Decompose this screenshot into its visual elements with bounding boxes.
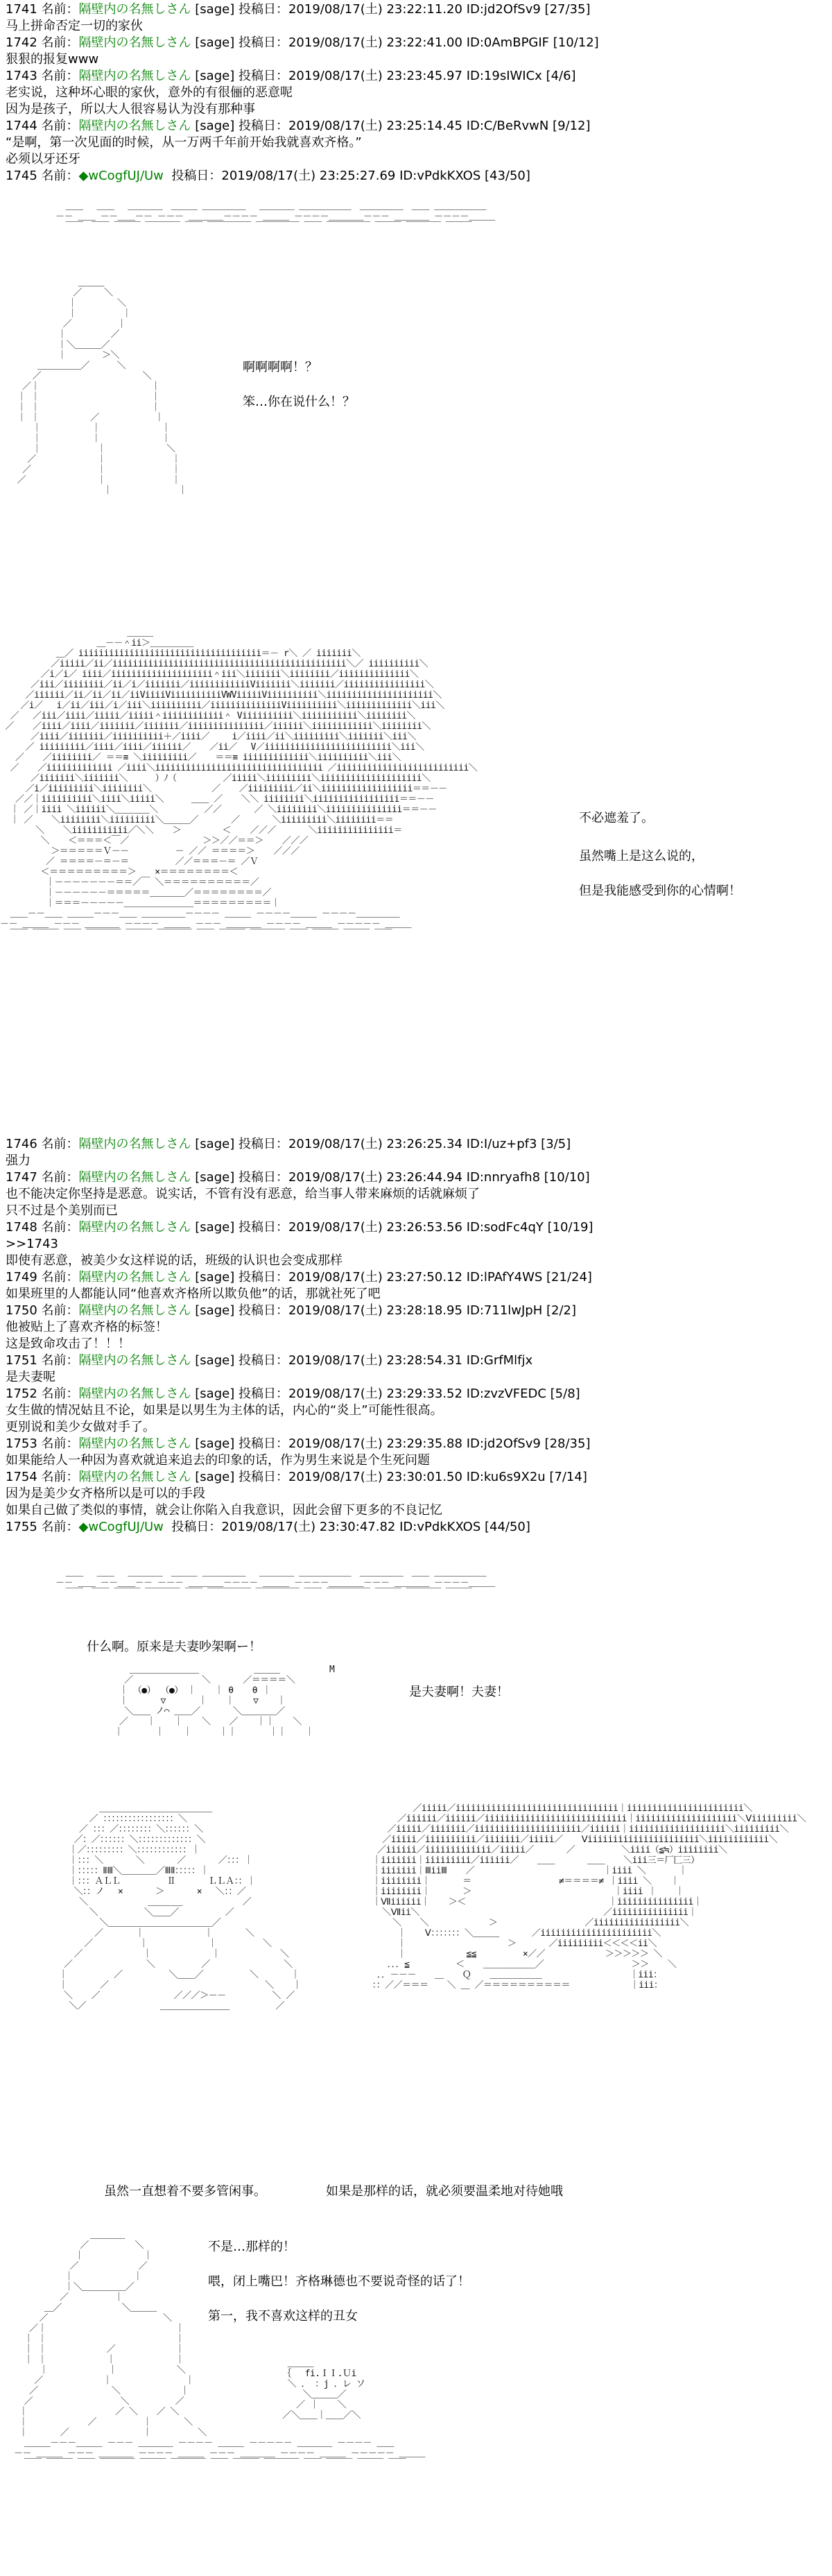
poster-name: ◆wCogfUJ/Uw xyxy=(78,169,164,183)
poster-id: ID:vPdkKXOS [43/50] xyxy=(399,169,530,183)
post-number: 1743 xyxy=(6,69,37,83)
poster-name: 隔壁内の名無しさん xyxy=(78,1137,191,1151)
post-number: 1741 xyxy=(6,2,37,17)
aa-gossip-right: ／iiiii／iiiiiiiiiiiiiiiiiiiiiiiiiiiiiiii｜iiiiiiiiiiiiiiiiiiiiiii＼ ／iiiiii／iiiiii／iiiiiiiiiiiiiiiiiiiiiiiiiiii｜iiiiiiiiiiiiiiiiiiii＼Ⅴiiiiiiiii＼ ／iiiii／iiiiiii／iiiiiiiiiiiiiiiiiiiii／iiiiii｜iiiiiiiiiiiiiiiiiii＼iiiiiiiii＼ ／iiiii／iiiiiiiiii／iiiiiii／iiiii／ Ⅴiiiiiiiiiiiiiiiiiiiiii＼iiiiiiiiiiii＼ ／iiiiii／iiiiiiiiiiiii／iiiii／ ／ ＼iiii（≦≒）iiiiiiii＼ ｜iiiiiii｜iiiiiiiii／iiiiii／ ＿＿ ＿＿ ＼iii三＝厂匚三） ｜iiiiiii｜ⅢiiⅢ ／ ｜iiii ＼ ｜ ｜iiiiiiii｜ ＝ ≠＝＝＝＝≠ ｜iiii ＼ ｜ ｜iiiiiiii｜ ＞ ｜iiii ｜ ｜ ｜Ⅶiiiiii｜ ＞＜ ｜iiiiiiiiiiiiiii｜ ＼Ⅶii＼ ／iiiiiiiiiiiiiii｜ ＼ ＼ ＞ ／iiiiiiiiiiiiiiiii＼ ｜ Ⅴ：：：：：：：＼＿＿＿ ／iiiiiiiiiiiiiiiiiiiiii＼ ｜ ＞ ／iiiiiiiii＜＜＜＜ii＼ ｜ ≦≦ ×／／ ＞＞＞＞＞ ＼ ．．．≦ ＜ ＿＿＿＿＿＿／ ＞＞ ＼ ．．－－－ ＿ Ｑ ＿＿＿＿＿＿ ｜iii： ：：／／＝＝＝ ＼ ＿ ／＝＝＝＝＝＝＝＝＝＝ ｜iii： xyxy=(372,1803,806,1991)
poster-id: ID:nnryafh8 [10/10] xyxy=(466,1170,590,1185)
date-label: 投稿日： xyxy=(238,1270,288,1285)
post-number: 1748 xyxy=(6,1220,37,1235)
poster-mail: [sage] xyxy=(195,1137,235,1151)
name-label: 名前： xyxy=(41,1436,79,1451)
post-header xyxy=(6,119,594,133)
post-number: 1746 xyxy=(6,1137,37,1151)
date-label: 投稿日： xyxy=(238,2,288,17)
post-header xyxy=(6,1470,591,1484)
date-label: 投稿日： xyxy=(238,1436,288,1451)
post-body-line: 这是致命攻击了！！！ xyxy=(6,1337,130,1351)
poster-name: 隔壁内の名無しさん xyxy=(78,2,191,17)
post-number: 1753 xyxy=(6,1436,37,1451)
post-date: 2019/08/17(土) 23:30:01.50 xyxy=(288,1470,462,1484)
name-label: 名前： xyxy=(41,1520,79,1534)
post-body-line: 狠狠的报复www xyxy=(6,52,99,67)
post-number: 1744 xyxy=(6,119,37,133)
poster-id: ID:sodFc4qY [10/19] xyxy=(466,1220,593,1235)
scene5-line2: 喂，闭上嘴巴！齐格琳德也不要说奇怪的话了！ xyxy=(208,2274,470,2289)
post-body-line: 如果能给人一种因为喜欢就追来追去的印象的话，作为男生来说是个生死问题 xyxy=(6,1453,430,1468)
post-number: 1755 xyxy=(6,1520,37,1534)
aa-figure-standing: ＿＿＿ ／ ＼ ｜ ＼ ｜ ｜ ／ ｜ ｜ ／ ｜＼＿＿＿／ ｜ ＞＼ ＿＿＿＿＿／ ＼ ／ ＼ ／｜ ｜ ｜ ｜ ｜ ｜ ｜ ｜ ｜ ｜ ／ ｜ ｜ ｜ ｜ ｜ ｜ ｜ ｜ ｜ ＼ ／ ｜ ｜ ／ ｜ ｜ ／ ｜ ｜ ｜ ｜ xyxy=(17,277,187,496)
name-label: 名前： xyxy=(41,169,79,183)
aa-panel-m: M xyxy=(329,1665,335,1675)
aa-gossip-left: ＿＿＿＿＿＿＿＿＿＿＿＿＿ ／ ：：：：：：：：：：：：：：：：：＼ ／ ：：：／：：：：：：：：＼：：：：：：＼ ／：／：：：：：：＼：：：：：：：：：：：：：＼ ｜／：：：：：：：：：＼：：：：：：：：：：：：｜ ｜：：：＼ ＼ ／ ／：：：｜ ｜：：：：：ⅡⅢ＼＿＿＿＿／ⅢⅡ：：：：：｜ ｜：：：ＡＬＬ Ⅱ ＬＬＡ：：｜ ＼：：ノ × ＞ × ＼：：／ ＼ ＿＿＿＿ ／ ＼ ＼＿＿／ ／ ＼＿＿＿＿＿＿＿＿＿＿＿＿／ ／ ｜ ｜ ＼ ／ ｜ ｜ ＼ ／ ｜ ｜ ＼ ／ ＼ ／ ＼ ｜ ／ ＼＿＿／ ＼ ｜ ｜ ／ ＼ ｜ ＼ ／ ／／／＞－－ ＼ ／ ＼／ ＿＿＿＿＿＿＿＿ ／ xyxy=(58,1803,302,2011)
poster-mail: [sage] xyxy=(195,1303,235,1318)
name-label: 名前： xyxy=(41,1470,79,1484)
post-body-line: 女生做的情况姑且不论，如果是以男生为主体的话，内心的“炎上”可能性很高。 xyxy=(6,1403,443,1418)
poster-name: 隔壁内の名無しさん xyxy=(78,1170,191,1185)
post-date: 2019/08/17(土) 23:26:53.56 xyxy=(288,1220,462,1235)
post-number: 1751 xyxy=(6,1353,37,1368)
post-header xyxy=(6,1354,537,1368)
poster-name: 隔壁内の名無しさん xyxy=(78,35,191,50)
scene3-caption-left: 什么啊。原来是夫妻吵架啊ー！ xyxy=(87,1640,261,1654)
post-body-line: 强力 xyxy=(6,1153,31,1168)
poster-name: 隔壁内の名無しさん xyxy=(78,1270,191,1285)
poster-mail: [sage] xyxy=(195,1353,235,1368)
poster-name: 隔壁内の名無しさん xyxy=(78,1353,191,1368)
post-body-line: 老实说，这种坏心眼的家伙，意外的有很俪的恶意呢 xyxy=(6,85,293,100)
date-label: 投稿日： xyxy=(238,1303,288,1318)
scene1-line1: 啊啊啊啊！？ xyxy=(243,360,318,375)
poster-mail: [sage] xyxy=(195,2,235,17)
post-body-line: 即使有恶意，被美少女这样说的话，班级的认识也会变成那样 xyxy=(6,1253,343,1268)
aa-scene-3 xyxy=(0,1568,832,1796)
poster-mail: [sage] xyxy=(195,119,235,133)
post-date: 2019/08/17(土) 23:30:47.82 xyxy=(221,1520,396,1534)
poster-id: ID:ku6s9X2u [7/14] xyxy=(466,1470,587,1484)
poster-name: ◆wCogfUJ/Uw xyxy=(78,1520,164,1534)
poster-id: ID:C/BeRvwN [9/12] xyxy=(466,119,591,133)
name-label: 名前： xyxy=(41,119,79,133)
date-label: 投稿日： xyxy=(238,1220,288,1235)
date-label: 投稿日： xyxy=(171,1520,222,1534)
scene4-caption-left: 虽然一直想着不要多管闲事。 xyxy=(104,2184,266,2199)
post-date: 2019/08/17(土) 23:23:45.97 xyxy=(288,69,462,83)
post-date: 2019/08/17(土) 23:22:11.20 xyxy=(288,2,462,17)
poster-name: 隔壁内の名無しさん xyxy=(78,1220,191,1235)
post-body-line: >>1743 xyxy=(6,1237,58,1251)
poster-mail: [sage] xyxy=(195,1270,235,1285)
post-date: 2019/08/17(土) 23:26:44.94 xyxy=(288,1170,462,1185)
post-body-line: 是夫妻呢 xyxy=(6,1370,55,1384)
post-header xyxy=(6,1387,584,1401)
post-header xyxy=(6,1437,594,1451)
scene3-bubble-right: 是夫妻啊！夫妻！ xyxy=(409,1685,509,1699)
scene2-line1: 不必遮羞了。 xyxy=(579,811,654,825)
post-header xyxy=(6,3,594,17)
name-label: 名前： xyxy=(41,1270,79,1285)
post-body-line: 因为是美少女齐格所以是可以的手段 xyxy=(6,1486,205,1501)
scene5-line1: 不是…那样的！ xyxy=(208,2240,295,2254)
poster-name: 隔壁内の名無しさん xyxy=(78,1386,191,1401)
name-label: 名前： xyxy=(41,1353,79,1368)
date-label: 投稿日： xyxy=(238,69,288,83)
date-label: 投稿日： xyxy=(238,1137,288,1151)
aa-scene-4 xyxy=(0,1803,832,2206)
date-label: 投稿日： xyxy=(238,119,288,133)
scene2-line3: 但是我能感受到你的心情啊！ xyxy=(579,884,741,898)
poster-id: ID:0AmBPGIF [10/12] xyxy=(466,35,599,50)
post-header xyxy=(6,1171,593,1185)
date-label: 投稿日： xyxy=(238,35,288,50)
poster-mail: [sage] xyxy=(195,1436,235,1451)
name-label: 名前： xyxy=(41,1220,79,1235)
post-body-line: 如果班里的人都能认同“他喜欢齐格所以欺负他”的话，那就社死了吧 xyxy=(6,1287,381,1301)
poster-name: 隔壁内の名無しさん xyxy=(78,119,191,133)
poster-id: ID:I/uz+pf3 [3/5] xyxy=(466,1137,571,1151)
poster-mail: [sage] xyxy=(195,1170,235,1185)
post-header xyxy=(6,1520,535,1534)
poster-id: ID:zvzVFEDC [5/8] xyxy=(466,1386,580,1401)
scene5-line3: 第一，我不喜欢这样的丑女 xyxy=(208,2309,358,2324)
post-body-line: “是啊，第一次见面的时候，从一万两千年前开始我就喜欢齐格。” xyxy=(6,135,362,150)
date-label: 投稿日： xyxy=(238,1170,288,1185)
post-number: 1750 xyxy=(6,1303,37,1318)
post-header xyxy=(6,69,580,83)
post-body-line: 只不过是个美别而已 xyxy=(6,1203,118,1218)
date-label: 投稿日： xyxy=(171,169,222,183)
poster-mail: [sage] xyxy=(195,69,235,83)
scene2-line2: 虽然嘴上是这么说的， xyxy=(579,849,704,864)
name-label: 名前： xyxy=(41,1386,79,1401)
post-number: 1747 xyxy=(6,1170,37,1185)
post-date: 2019/08/17(土) 23:25:27.69 xyxy=(221,169,396,183)
poster-mail: [sage] xyxy=(195,1470,235,1484)
post-header xyxy=(6,1271,596,1285)
aa-figure-closing: ＿＿＿＿ ／ ＼ ｜ ｜ ／ ／ ｜ ｜ ｜＼＿＿＿＿＿／ ／ ｜ ＿／ ＼＿＿＿ ／ ＼ ／｜ ｜ ｜ ｜ ｜ ｜ ｜ ／ ｜ ｜ ｜ ｜ ｜ ｜ ｜ ＼ ／ ｜ ｜ ／ ＼ ｜ ／ ＼ ／ ｜ ／ ＼ ／ ＼ ｜ ／ ｜ ＼ ｜ ／ ｜ ＼ ＿＿＿－－－＿＿＿ －－－ ＿＿＿＿ －－－－ ＿＿＿ －－－－－ ＿＿＿＿ －－－－ ＿＿ －－ ＿＿＿ －－－ ＿＿＿＿ －－－－ ＿＿＿ －－－ ＿＿＿＿ －－－－ ＿＿＿ －－－－－ ＿＿＿ ￣￣ ￣￣￣ ￣￣ ￣￣￣￣ ￣￣￣ ￣￣￣￣ ￣￣ ￣￣￣ ￣￣￣￣ ￣￣ ￣￣￣ ￣￣￣ ￣￣ xyxy=(14,2230,426,2469)
post-number: 1754 xyxy=(6,1470,37,1484)
poster-name: 隔壁内の名無しさん xyxy=(78,1436,191,1451)
aa-crowd-figure: ＿＿＿ ＿－－＾ii＞＿＿＿＿＿ ＿／ iiiiiiiiiiiiiiiiiiiiiiiiiiiiiiiiiiii＝－ r＼ ／ iiiiiii＼ ／iiiii／ii／iiiiiiiiiiiiiiiiiiiiiiiiiiiiiiiiiiiiiiiiiiiiii＼／ iiiiiiiiii＼ ／i／i／ iiii／iiiiiiiiiiiiiiiiiiii＾iii＼iiiiiii＼iiiiiiii／iiiiiiiiiiiiii＼ ／iii／iiiiiiii／ii／i／iiiiiii／iiiiiiiiiiiiViiiiiii＼iiiiiii／iiiiiiiiiiiiiiii＼ ／iiiiii／ii／ii／ii／iiViiiiViiiiiiiiiiVWViiiiiViiiiiiiiii＼iiiiiiiiiiiiiiiiiiiii＼ ／i／ i／ii／iii／i／iii＼iiiiiiiiii／iiiiiiiiiiiiiiViiiiiiiiii＼iiiiiiiiiiiii＼iii＼ ／ ／iii／iiii／iiiii／iiiii＾iiiiiiiiiiii＾ Viiiiiiiiii＼iiiiiiiiiii＼iiiiiiii＼ ／ ／iiii／iiii／iiiiiii／iiiiiii／iiiiiiiiiiiiiii／iiiiii＼iiiiiiiiiiii＼iiiiiiii＼ ／iiii／iiiiiii／iiiiiiiiii＋／iiii／ i／iiii／ii＼iiiiiiiii＼iiiiiii＼iii＼ ／ iiiiiiiii／iiii／iiii／iiiiii／ ／ii／ V／iiiiiiiiiiiiiiiiiiiiiiiii＼iii＼ ／ ／iiiiiiii／ ＝＝≡ ＼iiiiiiiii／ ＝＝≡ iiiiiiiiiiiii＼iiiiiiiiii＼iii＼ ／ ／iiiiiiiiiiiii ／iiii＼iiiiiiiiiiiiiiiiiiiiiiiiiiiiiiiii ／iiiiiiiiiiiiiiiiiiiiiiiiii＼ ／iiiiiii＼iiiiiii＼ ）ﾉ（ ／iiiii＼iiiiiiiii＼iiiiiiiiiiiiiiiiiiii＼ ／i／iiiiiiiii＼iiiiiiii＼ ／ ／iiiiiiiii／ii＼iiiiiiiiiiiiiiiiii＝＝－－ ／／｜iiiiiiiiii＼iiii＼iiiii＼ ＿＿ ／ ＼＼ iiiiiiii＼iiiiiiiiiiiiiiiii＝＝－－ ｜ ／｜iiii ＼iiiiii＼＿＿＿＿＼ ／／ ／ ＼iiiiiiii＼iiiiiiiiiiiiiii＝＝－－ ｜ ／ ＼iiiiiiii＼iiiiiiiii＼＿＿＿／ ／ ＼iiiiiiiii＼iiiiiiii＝＝ ＼ ＼iiiiiiiiiii／＼＼ ＞ ＜ ／／／ ＼iiiiiiiiiiiiiii＝ ＼ ＜＝＝＝＜￣／ ＞＞／／＝＝＞ ／／／ ＞＝＝＝＝＝Ｖ－－ － ／／ ＝＝＝＝＞ ／／／ ／ ＝＝＝＝－＝－＝ ／／＝＝＝－＝ ／Ｖ ＜＝＝＝＝＝＝＝＝＝＞ ×＝＝＝＝＝＝＝＝＜ ｜－－－－－－－＝＝／￣ ＼＝＝＝＝＝＝＝＝＝＝／ ｜－－－－－－＝＝＝＝＝＿＿＿＿／＝＝＝＝＝＝＝＝／ ｜＝＝＝－－－－－＿＿＿＿＿＿＿＿＝＝＝＝＝＝＝＝＝｜ ＿＿－－＿＿ ＿＿＿－－－＿＿ ＿＿＿＿＿－－－－ ＿＿＿ －－－－＿＿＿ －－－－＿＿＿＿＿ －－ ＿＿＿ －－－ ＿＿＿＿ －－－－ ＿＿＿ －－－ ＿＿＿＿ －－－－ ＿＿＿ －－－－－ ＿＿＿ ￣￣ ￣￣￣ ￣￣ ￣￣￣￣ ￣￣￣ ￣￣￣￣ ￣￣ ￣￣￣ ￣￣￣￣ ￣￣ ￣￣￣ ￣￣￣ ￣￣ xyxy=(0,628,478,940)
post-body-line: 因为是孩子，所以大人很容易认为没有那种事 xyxy=(6,102,255,117)
name-label: 名前： xyxy=(41,1170,79,1185)
post-header xyxy=(6,1137,575,1151)
aa-scene-5 xyxy=(0,2230,832,2573)
post-date: 2019/08/17(土) 23:25:14.45 xyxy=(288,119,462,133)
post-date: 2019/08/17(土) 23:29:33.52 xyxy=(288,1386,462,1401)
scene1-line2: 笨…你在说什么！？ xyxy=(243,395,355,409)
post-body-line: 更别说和美少女做对手了。 xyxy=(6,1420,155,1434)
aa-rule-top-2: ＿＿ ＿＿ ＿＿＿＿ ＿＿＿ ＿＿＿＿＿ ＿＿＿＿ ＿＿＿＿＿＿ ＿＿＿＿＿ ＿＿ ＿＿＿＿＿＿ －－ ＿＿ －－＿＿－－ －－－ ＿＿＿＿－－－－ ＿＿＿ －－－－＿＿＿＿－－－ ＿＿＿＿ －－－－＿＿＿ ￣￣ ￣￣ ￣￣￣ ￣￣￣￣ ￣￣ ￣￣￣￣￣ ￣￣￣￣￣ ￣￣ ￣￣￣￣￣ ￣￣￣ ￣￣￣￣ ￣￣￣ xyxy=(55,1568,495,1599)
post-number: 1749 xyxy=(6,1270,37,1285)
date-label: 投稿日： xyxy=(238,1386,288,1401)
name-label: 名前： xyxy=(41,2,79,17)
post-header xyxy=(6,1304,580,1318)
post-date: 2019/08/17(土) 23:29:35.88 xyxy=(288,1436,462,1451)
post-number: 1745 xyxy=(6,169,37,183)
post-body-line: 也不能决定你坚持是恶意。说实话，不管有没有恶意，给当事人带来麻烦的话就麻烦了 xyxy=(6,1187,480,1201)
post-number: 1752 xyxy=(6,1386,37,1401)
aa-chibi-pair: ＿＿＿＿＿＿＿＿ ＿＿＿ ／ ＼ ／＝＝＝＝＼ ｜ （●） （●） ｜ ｜ θ θ ｜ ｜ ▽ ｜ ｜ ▽ ｜ ＼＿＿ ノ⌒ ＿＿／ ＼＿＿＿＿／ ／ ｜ ｜ ＼ ／ ｜｜ ＼ ｜ ｜ ｜ ｜｜ ｜｜ ｜ xyxy=(114,1665,314,1737)
poster-name: 隔壁内の名無しさん xyxy=(78,1470,191,1484)
date-label: 投稿日： xyxy=(238,1470,288,1484)
poster-id: ID:vPdkKXOS [44/50] xyxy=(399,1520,530,1534)
name-label: 名前： xyxy=(41,35,79,50)
poster-id: ID:GrfMlfjx xyxy=(466,1353,533,1368)
aa-scene-2 xyxy=(0,628,832,1106)
post-date: 2019/08/17(土) 23:26:25.34 xyxy=(288,1137,462,1151)
name-label: 名前： xyxy=(41,1303,79,1318)
post-body-line: 必须以牙还牙 xyxy=(6,152,80,166)
scene4-caption-right: 如果是那样的话，就必须要温柔地对待她哦 xyxy=(326,2184,563,2199)
poster-id: ID:711lwJpH [2/2] xyxy=(466,1303,577,1318)
poster-name: 隔壁内の名無しさん xyxy=(78,1303,191,1318)
post-body-line: 如果自己做了类似的事情，就会让你陷入自我意识，因此会留下更多的不良记忆 xyxy=(6,1503,442,1518)
date-label: 投稿日： xyxy=(238,1353,288,1368)
post-header xyxy=(6,1221,597,1235)
poster-id: ID:lPAfY4WS [21/24] xyxy=(466,1270,592,1285)
poster-mail: [sage] xyxy=(195,35,235,50)
post-header xyxy=(6,36,603,50)
post-date: 2019/08/17(土) 23:28:54.31 xyxy=(288,1353,462,1368)
poster-id: ID:jd2OfSv9 [28/35] xyxy=(466,1436,591,1451)
poster-id: ID:jd2OfSv9 [27/35] xyxy=(466,2,591,17)
aa-scene-1 xyxy=(0,201,832,596)
aa-rule-top: ＿＿ ＿＿ ＿＿＿＿ ＿＿＿ ＿＿＿＿＿ ＿＿＿＿ ＿＿＿＿＿＿ ＿＿＿＿＿ ＿＿ ＿＿＿＿＿＿ －－ ＿＿ －－＿＿－－ －－－ ＿＿＿＿－－－－ ＿＿＿ －－－－＿＿＿＿－－－ ＿＿＿＿ －－－－＿＿＿ ￣￣ ￣￣ ￣￣￣ ￣￣￣￣ ￣￣ ￣￣￣￣￣ ￣￣￣￣￣ ￣￣ ￣￣￣￣￣ ￣￣￣ ￣￣￣￣ ￣￣￣ xyxy=(55,201,495,232)
post-header xyxy=(6,169,535,183)
name-label: 名前： xyxy=(41,1137,79,1151)
aa-small-figure: ＿＿＿ ｛ fi.ＩＩ.Ｕi ＼ ． ：j ．レ ソ ＼＿＿＿／ ／ ｜ ＼ ／＼＿＿｜＿＿／＼ xyxy=(282,2358,365,2421)
poster-mail: [sage] xyxy=(195,1220,235,1235)
post-date: 2019/08/17(土) 23:22:41.00 xyxy=(288,35,462,50)
poster-name: 隔壁内の名無しさん xyxy=(78,69,191,83)
name-label: 名前： xyxy=(41,69,79,83)
post-number: 1742 xyxy=(6,35,37,50)
post-body-line: 他被贴上了喜欢齐格的标签！ xyxy=(6,1320,168,1334)
post-date: 2019/08/17(土) 23:27:50.12 xyxy=(288,1270,462,1285)
poster-mail: [sage] xyxy=(195,1386,235,1401)
poster-id: ID:19sIWICx [4/6] xyxy=(466,69,576,83)
post-body-line: 马上拼命否定一切的家伙 xyxy=(6,19,143,33)
post-date: 2019/08/17(土) 23:28:18.95 xyxy=(288,1303,462,1318)
